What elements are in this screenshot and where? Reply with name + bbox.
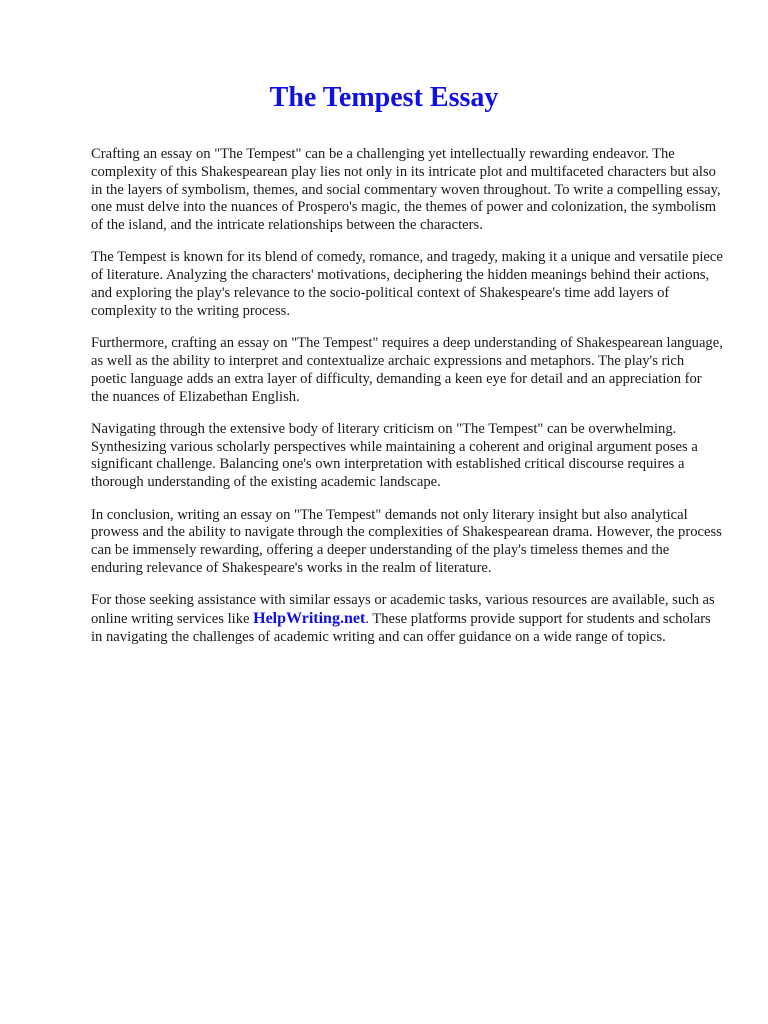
paragraph-3: Furthermore, crafting an essay on "The Tempest" requires a deep understanding of Shakespearean language, as well as the ability to interpret and contextualize archaic expressions and metaphors. The play's rich poetic language adds an extra layer of difficulty, demanding a keen eye for detail and an appreciation for the nuances of Elizabethan English. xyxy=(91,335,723,405)
paragraph-1: Crafting an essay on "The Tempest" can be a challenging yet intellectually rewarding endeavor. The complexity of this Shakespearean play lies not only in its intricate plot and multifaceted characters but also in the layers of symbolism, themes, and social commentary woven throughout. To write a compelling essay, one must delve into the nuances of Prospero's magic, the themes of power and colonization, the symbolism of the island, and the intricate relationships between the characters. xyxy=(91,146,721,234)
essay-body xyxy=(91,146,723,647)
paragraph-6-text-before-link: For those seeking assistance with similar essays or academic tasks, various resources are available, such as online writing services like xyxy=(91,592,715,628)
paragraph-5: In conclusion, writing an essay on "The Tempest" demands not only literary insight but also analytical prowess and the ability to navigate through the complexities of Shakespearean drama. However, the process can be immensely rewarding, offering a deeper understanding of the play's timeless themes and the enduring relevance of Shakespeare's works in the realm of literature. xyxy=(91,506,722,576)
paragraph-2: The Tempest is known for its blend of comedy, romance, and tragedy, making it a unique and versatile piece of literature. Analyzing the characters' motivations, deciphering the hidden meanings behind their actions, and exploring the play's relevance to the socio-political context of Shakespeare's time add layers of complexity to the writing process. xyxy=(91,249,723,319)
paragraph-6-text-after-link: . These platforms provide support for students and scholars in navigating the challenges of academic writing and can offer guidance on a wide range of topics. xyxy=(91,611,711,645)
helpwriting-link[interactable]: HelpWriting.net xyxy=(253,610,366,628)
paragraph-6 xyxy=(91,592,723,646)
paragraph-4: Navigating through the extensive body of literary criticism on "The Tempest" can be overwhelming. Synthesizing various scholarly perspectives while maintaining a coherent and original argument poses a significant challenge. Balancing one's own interpretation with established critical discourse requires a thorough understanding of the existing academic landscape. xyxy=(91,420,698,491)
page-title: The Tempest Essay xyxy=(269,82,499,113)
